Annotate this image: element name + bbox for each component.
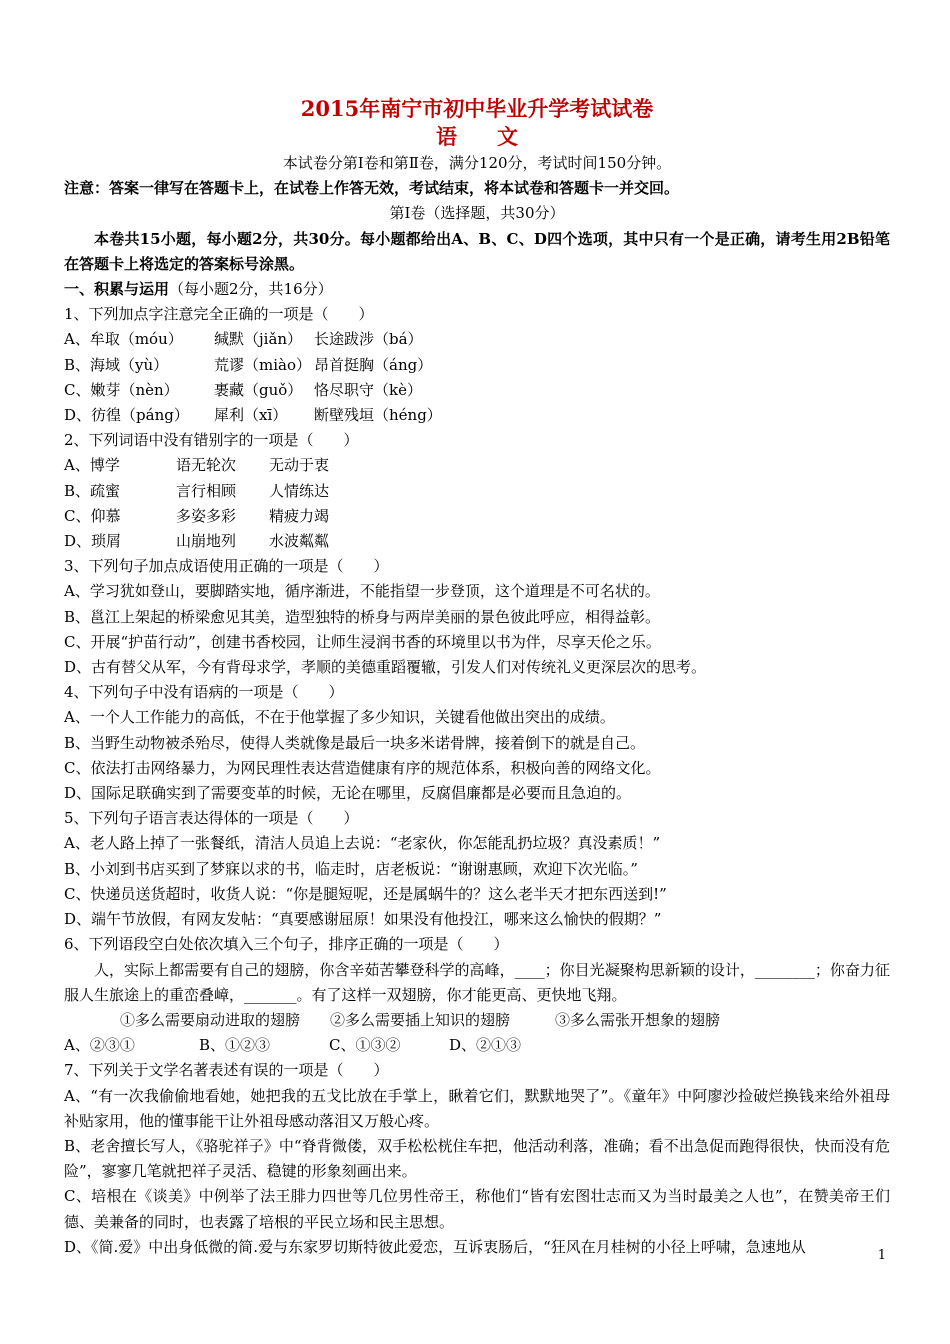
question-5-option-b: B、小刘到书店买到了梦寐以求的书，临走时，店老板说：“谢谢惠顾，欢迎下次光临。” bbox=[64, 859, 638, 878]
question-3-stem: 3、下列句子加点成语使用正确的一项是（ ） bbox=[64, 557, 389, 576]
option-part: 精疲力竭 bbox=[269, 506, 330, 525]
part-title: 第Ⅰ卷（选择题，共30分） bbox=[389, 204, 565, 223]
question-5-option-c: C、快递员送货超时，收货人说：“你是腿短呢，还是属蜗牛的？这么老半天才把东西送到!” bbox=[64, 884, 667, 903]
option-part: C、嫩芽（nèn） bbox=[64, 380, 179, 399]
answer-option: D、②①③ bbox=[449, 1036, 522, 1055]
question-3-option-d: D、古有替父从军，今有背母求学，孝顺的美德重蹈覆辙，引发人们对传统礼义更深层次的思考。 bbox=[64, 658, 707, 677]
option-part: 无动于衷 bbox=[269, 456, 330, 475]
answer-option: C、①③② bbox=[329, 1036, 401, 1055]
option-part: 语无轮次 bbox=[176, 456, 237, 475]
question-7-stem: 7、下列关于文学名著表述有误的一项是（ ） bbox=[64, 1061, 389, 1080]
question-2-option-c bbox=[64, 504, 890, 529]
option-part: 犀利（xī） bbox=[214, 406, 288, 425]
question-2-option-b bbox=[64, 479, 890, 504]
question-4-option-a: A、一个人工作能力的高低，不在于他掌握了多少知识，关键看他做出突出的成绩。 bbox=[64, 708, 615, 727]
page-number: 1 bbox=[877, 1248, 886, 1263]
question-5-option-a: A、老人路上掉了一张餐纸，清洁人员追上去说：“老家伙，你怎能乱扔垃圾？真没素质！” bbox=[64, 834, 661, 853]
question-7-option-b: B、老舍擅长写人，《骆驼祥子》中“脊背微偻，双手松松桄住车把，他活动利落，准确；看不出急促而跑得很快，快而没有危险”，寥寥几笔就把祥子灵活、稳键的形象刻画出来。 bbox=[64, 1136, 890, 1181]
option-part: 言行相顾 bbox=[176, 481, 237, 500]
question-4-option-b: B、当野生动物被杀殆尽，使得人类就像是最后一块多米诺骨牌，接着倒下的就是自己。 bbox=[64, 733, 646, 752]
question-7-option-a: A、“有一次我偷偷地看她，她把我的五戈比放在手掌上，瞅着它们，默默地哭了”。《童年》中阿廖沙捡破烂换钱来给外祖母补贴家用，他的懂事能干让外祖母感动落泪又万般心疼。 bbox=[64, 1086, 890, 1130]
question-5-stem: 5、下列句子语言表达得体的一项是（ ） bbox=[64, 809, 359, 828]
question-3-option-b: B、邕江上架起的桥梁愈见其美，造型独特的桥身与两岸美丽的景色彼此呼应，相得益彰。 bbox=[64, 607, 661, 626]
question-6-answers bbox=[64, 1033, 890, 1058]
option-part: B、海域（yù） bbox=[64, 355, 169, 374]
exam-title: 2015年南宁市初中毕业升学考试试卷 bbox=[300, 96, 654, 121]
option-part: D、彷徨（páng） bbox=[64, 406, 189, 425]
option-part: 水波粼粼 bbox=[269, 532, 330, 551]
part-intro: 本卷共15小题，每小题2分，共30分。每小题都给出A、B、C、D四个选项，其中只有一个是正确，请考生用2B铅笔在答题卡上将选定的答案标号涂黑。 bbox=[64, 229, 890, 273]
question-3-option-c: C、开展“护苗行动”，创建书香校园，让师生浸润书香的环境里以书为伴，尽享天伦之乐。 bbox=[64, 632, 661, 651]
option-part: C、仰慕 bbox=[64, 506, 121, 525]
question-6-passage: 人，实际上都需要有自己的翅膀，你含辛茹苦攀登科学的高峰，____；你目光凝聚构思新颖的设计，________；你奋力征服人生旅途上的重峦叠嶂，_______。有了这样一双翅膀，你才能更高、更快地飞翔。 bbox=[64, 960, 890, 1004]
question-2-option-a bbox=[64, 453, 890, 478]
option-part: 长途跋涉（bá） bbox=[314, 330, 423, 349]
answer-option: A、②③① bbox=[64, 1036, 135, 1055]
subject-title: 语文 bbox=[436, 124, 558, 149]
option-part: A、博学 bbox=[64, 456, 120, 475]
question-1-option-c bbox=[64, 378, 890, 403]
exam-notice: 注意：答案一律写在答题卡上，在试卷上作答无效，考试结束，将本试卷和答题卡一并交回。 bbox=[64, 179, 680, 198]
question-2-stem: 2、下列词语中没有错别字的一项是（ ） bbox=[64, 431, 359, 450]
option-part: 昂首挺胸（áng） bbox=[314, 355, 433, 374]
option-part: B、疏蜜 bbox=[64, 481, 121, 500]
question-7-option-d: D、《简.爱》中出身低微的简.爱与东家罗切斯特彼此爱恋，互诉衷肠后，“狂风在月桂树的小径上呼啸，急速地从 bbox=[64, 1237, 806, 1256]
question-4-option-d: D、国际足联确实到了需要变革的时候，无论在哪里，反腐倡廉都是必要而且急迫的。 bbox=[64, 784, 632, 803]
question-7-option-c: C、培根在《谈美》中例举了法王腓力四世等几位男性帝王，称他们“皆有宏图壮志而又为当时最美之人也”，在赞美帝王们德、美兼备的同时，也表露了培根的平民立场和民主思想。 bbox=[64, 1187, 890, 1231]
option-part: 裹藏（guǒ） bbox=[214, 380, 303, 399]
section-label: 一、积累与运用 bbox=[64, 280, 170, 299]
option-part: 缄默（jiǎn） bbox=[214, 330, 303, 349]
option-part: 人情练达 bbox=[269, 481, 330, 500]
question-1-stem: 1、下列加点字注意完全正确的一项是（ ） bbox=[64, 305, 374, 324]
question-4-stem: 4、下列句子中没有语病的一项是（ ） bbox=[64, 683, 344, 702]
option-part: A、牟取（móu） bbox=[64, 330, 183, 349]
option-part: D、琐屑 bbox=[64, 532, 122, 551]
option-part: 荒谬（miào） bbox=[214, 355, 311, 374]
question-2-option-d bbox=[64, 529, 890, 554]
question-1-option-b bbox=[64, 353, 890, 378]
option-part: 断壁残垣（héng） bbox=[314, 406, 442, 425]
question-1-option-a bbox=[64, 327, 890, 352]
question-1-option-d bbox=[64, 403, 890, 428]
question-6-stem: 6、下列语段空白处依次填入三个句子，排序正确的一项是（ ） bbox=[64, 935, 509, 954]
question-4-option-c: C、依法打击网络暴力，为网民理性表达营造健康有序的规范体系，积极向善的网络文化。 bbox=[64, 758, 661, 777]
question-6-choices: ①多么需要扇动进取的翅膀 ②多么需要插上知识的翅膀 ③多么需张开想象的翅膀 bbox=[120, 1010, 721, 1029]
question-5-option-d: D、端午节放假，有网友发帖：“真要感谢屈原！如果没有他投江，哪来这么愉快的假期？” bbox=[64, 910, 662, 929]
exam-intro: 本试卷分第Ⅰ卷和第Ⅱ卷，满分120分，考试时间150分钟。 bbox=[282, 154, 672, 172]
option-part: 恪尽职守（kè） bbox=[314, 380, 422, 399]
exam-page bbox=[64, 95, 890, 1260]
section-heading bbox=[64, 277, 890, 302]
question-3-option-a: A、学习犹如登山，要脚踏实地，循序渐进，不能指望一步登顶，这个道理是不可名状的。 bbox=[64, 582, 660, 601]
section-note: （每小题2分，共16分） bbox=[169, 280, 333, 299]
answer-option: B、①②③ bbox=[199, 1036, 271, 1055]
option-part: 多姿多彩 bbox=[176, 506, 237, 525]
option-part: 山崩地列 bbox=[176, 532, 237, 551]
